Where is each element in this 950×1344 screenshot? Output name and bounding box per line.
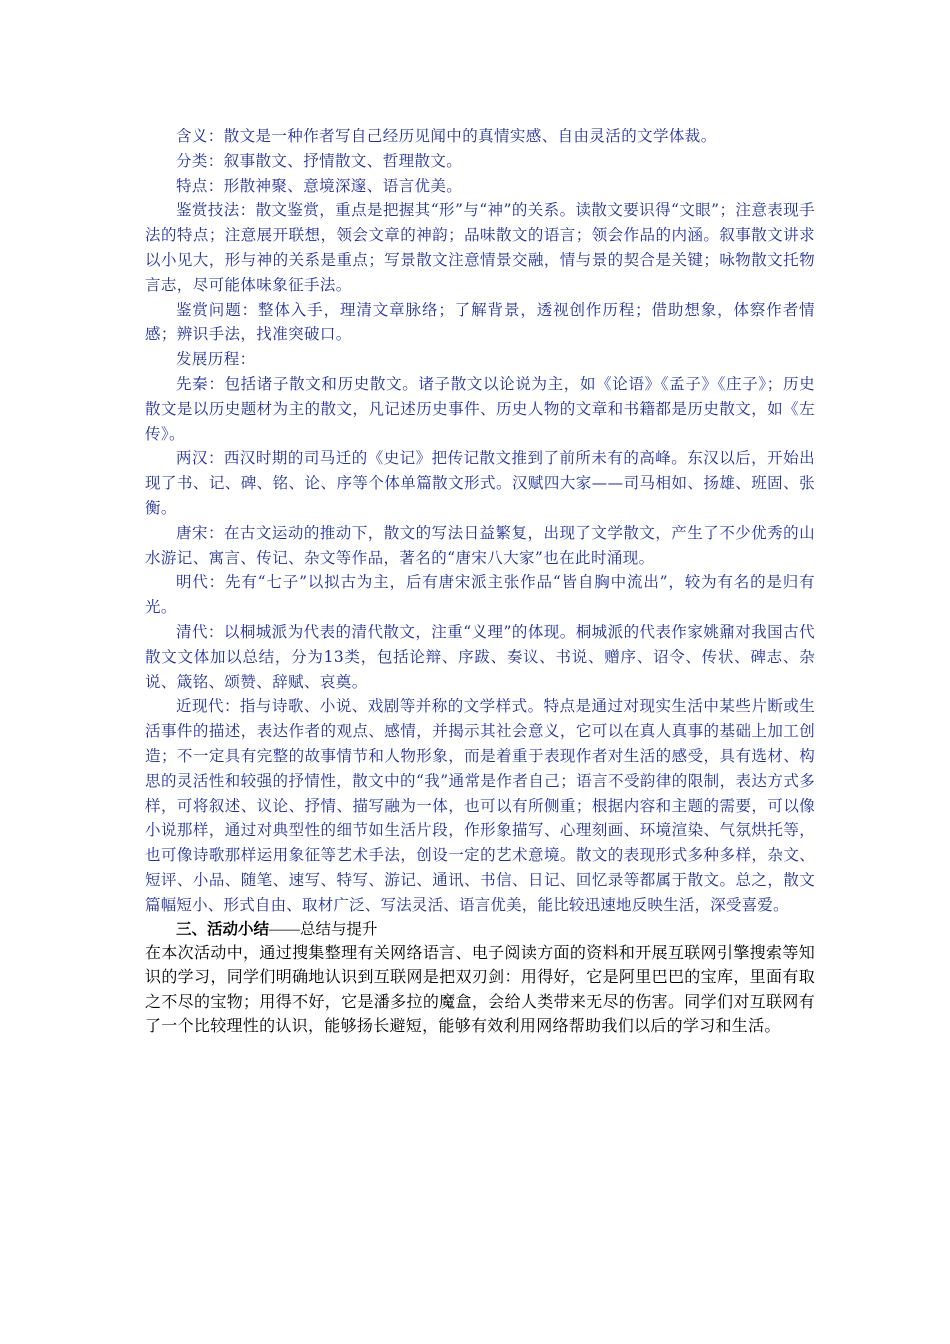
- modern-paragraph: 近现代：指与诗歌、小说、戏剧等并称的文学样式。特点是通过对现实生活中某些片断或生活事件的描述，表达作者的观点、感情，并揭示其社会意义，它可以在真人真事的基础上加工创造；不一定具有完整的故事情节和人物形象，而是着重于表现作者对生活的感受，具有选材、构思的灵活性和较强的抒情性，散文中的“我”通常是作者自己；语言不受韵律的限制，表达方式多样，可将叙述、议论、抒情、描写融为一体，也可以有所侧重；根据内容和主题的需要，可以像小说那样，通过对典型性的细节如生活片段，作形象描写、心理刻画、环境渲染、气氛烘托等，也可像诗歌那样运用象征等艺术手法，创设一定的艺术意境。散文的表现形式多种多样，杂文、短评、小品、随笔、速写、特写、游记、通讯、书信、日记、回忆录等都属于散文。总之，散文篇幅短小、形式自由、取材广泛、写法灵活、语言优美，能比较迅速地反映生活，深受喜爱。: [145, 697, 815, 914]
- pre-qin-paragraph: 先秦：包括诸子散文和历史散文。诸子散文以论说为主，如《论语》《孟子》《庄子》；历史散文是以历史题材为主的散文，凡记述历史事件、历史人物的文章和书籍都是历史散文，如《左传》。: [145, 374, 815, 443]
- ming-paragraph: 明代：先有“七子”以拟古为主，后有唐宋派主张作品“皆自胸中流出”，较为有名的是归有光。: [145, 573, 815, 617]
- document-content: [145, 124, 815, 1040]
- summary-heading: [145, 918, 815, 942]
- tang-song-paragraph: 唐宋：在古文运动的推动下，散文的写法日益繁复，出现了文学散文，产生了不少优秀的山水游记、寓言、传记、杂文等作品，著名的“唐宋八大家”也在此时涌现。: [145, 523, 815, 567]
- prose-notes-section: [145, 124, 815, 918]
- definition-paragraph: 含义：散文是一种作者写自己经历见闻中的真情实感、自由灵活的文学体裁。: [176, 127, 717, 145]
- summary-heading-sub: ——总结与提升: [269, 920, 378, 938]
- appreciation-skills-paragraph: 鉴赏技法：散文鉴赏，重点是把握其“形”与“神”的关系。读散文要识得“文眼”；注意表现手法的特点；注意展开联想，领会文章的神韵；品味散文的语言；领会作品的内涵。叙事散文讲求以小见大，形与神的关系是重点；写景散文注意情景交融，情与景的契合是关键；咏物散文托物言志，尽可能体味象征手法。: [145, 201, 815, 294]
- han-paragraph: 两汉：西汉时期的司马迁的《史记》把传记散文推到了前所未有的高峰。东汉以后，开始出现了书、记、碑、铭、论、序等个体单篇散文形式。汉赋四大家——司马相如、扬雄、班固、张衡。: [145, 449, 815, 517]
- appreciation-questions-paragraph: 鉴赏问题：整体入手，理清文章脉络；了解背景，透视创作历程；借助想象，体察作者情感；辨识手法，找准突破口。: [145, 300, 815, 344]
- categories-paragraph: 分类：叙事散文、抒情散文、哲理散文。: [176, 151, 463, 170]
- qing-paragraph: 清代：以桐城派为代表的清代散文，注重“义理”的体现。桐城派的代表作家姚鼐对我国古代散文文体加以总结，分为13类，包括论辩、序跋、奏议、书说、赠序、诏令、传状、碑志、杂说、箴铭、颂赞、辞赋、哀奠。: [145, 622, 815, 691]
- summary-heading-main: 三、活动小结: [176, 920, 270, 938]
- summary-body: 在本次活动中，通过搜集整理有关网络语言、电子阅读方面的资料和开展互联网引擎搜索等知识的学习，同学们明确地认识到互联网是把双刃剑：用得好，它是阿里巴巴的宝库，里面有取之不尽的宝物；用得不好，它是潘多拉的魔盒，会给人类带来无尽的伤害。同学们对互联网有了一个比较理性的认识，能够扬长避短，能够有效利用网络帮助我们以后的学习和生活。: [145, 944, 815, 1036]
- features-paragraph: 特点：形散神聚、意境深邃、语言优美。: [176, 176, 463, 195]
- history-heading: 发展历程：: [176, 350, 256, 369]
